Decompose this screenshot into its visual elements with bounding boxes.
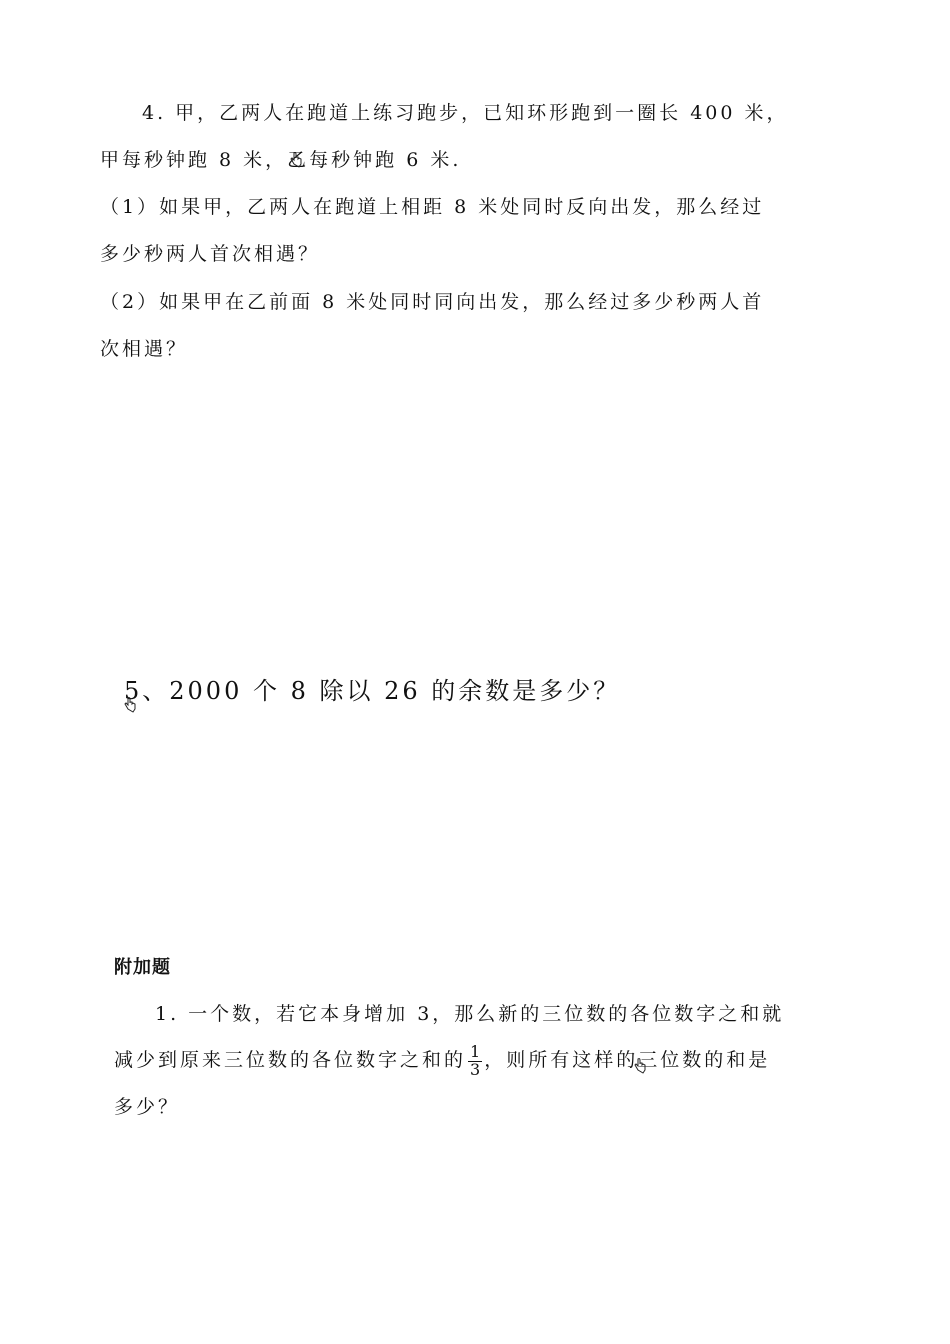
hand-cursor-icon	[123, 697, 137, 713]
q4-line-6: 次相遇？	[100, 338, 189, 360]
q4-line-5: （2）如果甲在乙前面 8 米处同时同向出发，那么经过多少秒两人首	[100, 291, 765, 313]
bonus-heading: 附加题	[114, 957, 171, 978]
fraction-one-third	[468, 1041, 482, 1079]
q4-line-4: 多少秒两人首次相遇？	[100, 243, 321, 265]
q4-line-2: 甲每秒钟跑 8 米，乙每秒钟跑 6 米.	[100, 149, 462, 171]
bonus-line-1: 1. 一个数，若它本身增加 3，那么新的三位数的各位数字之和就	[155, 1003, 785, 1025]
q5-text: 5、2000 个 8 除以 26 的余数是多少？	[124, 677, 621, 705]
bonus-line-2	[114, 1041, 770, 1079]
bonus-line-2-before: 减少到原来三位数的各位数字之和的	[114, 1049, 467, 1071]
hand-cursor-icon	[633, 1058, 647, 1074]
hand-cursor-icon	[289, 152, 303, 168]
fraction-denominator: 3	[470, 1059, 481, 1079]
q4-line-1: 4. 甲，乙两人在跑道上练习跑步，已知环形跑到一圈长 400 米，	[142, 102, 789, 124]
bonus-line-3: 多少？	[114, 1096, 181, 1118]
fraction-numerator: 1	[470, 1041, 481, 1061]
bonus-line-2-after: ，则所有这样的三位数的和是	[484, 1049, 771, 1071]
q4-line-3: （1）如果甲，乙两人在跑道上相距 8 米处同时反向出发，那么经过	[100, 196, 765, 218]
